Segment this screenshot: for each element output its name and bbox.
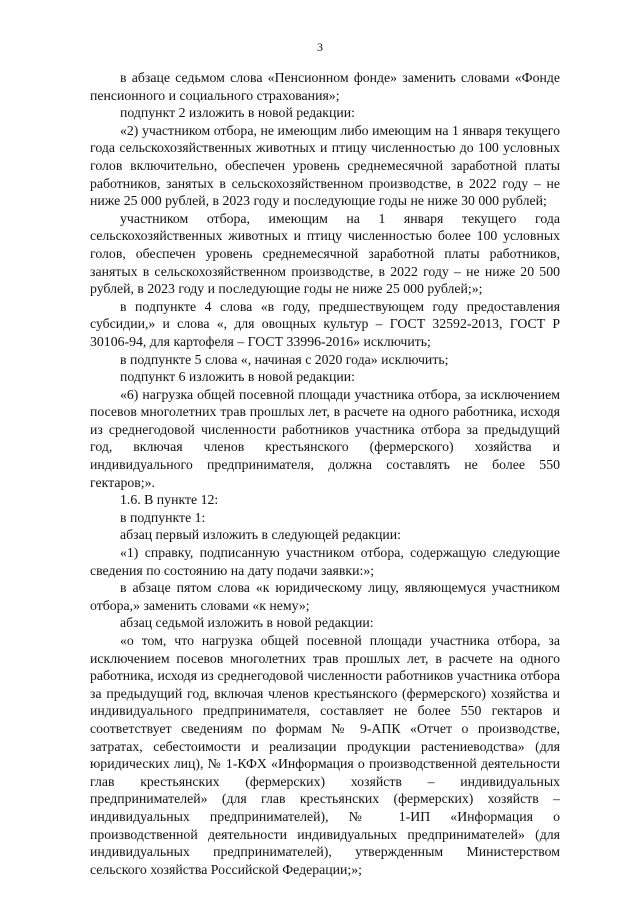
paragraph-7: подпункт 6 изложить в новой редакции: [120,369,355,385]
paragraph-15: «о том, что нагрузка общей посевной площади участника отбора, за исключением посевов многолетних трав прошлых лет, в расчете на одного работника, исходя из среднегодовой численности работников участника отбора за предыдущий год, включая членов крестьянского (фермерского) хозяйства и индивидуального предпринимателя, составляет не более 550 гектаров и соответствует сведениям по формам № 9-АПК «Отчет о производстве, затратах, себестоимости и реализации продукции растениеводства» (для юридических лиц), № 1-КФХ «Информация о производственной деятельности глав крестьянских (фермерских) хозяйств – индивидуальных предпринимателей» (для глав крестьянских (фермерских) хозяйств – индивидуальных предпринимателей), № 1-ИП «Информация о производственной деятельности индивидуальных предпринимателей» (для индивидуальных предпринимателей), утвержденным Министерством сельского хозяйства Российской Федерации;»; [90,633,560,877]
paragraph-1: в абзаце седьмом слова «Пенсионном фонде» заменить словами «Фонде пенсионного и социального страхования»; [90,70,560,103]
paragraph-12: «1) справку, подписанную участником отбора, содержащую следующие сведения по состоянию на дату подачи заявки:»; [90,545,560,578]
paragraph-14: абзац седьмой изложить в новой редакции: [120,615,374,631]
paragraph-11: абзац первый изложить в следующей редакции: [120,527,401,543]
paragraph-4: участником отбора, имеющим на 1 января текущего года сельскохозяйственных животных и птицу численностью более 100 условных голов, обеспечен уровень среднемесячной заработной платы работников, занятых в сельскохозяйственном производстве, в 2022 году – не ниже 20 500 рублей, в 2023 году и последующие годы не ниже 25 000 рублей;»; [90,210,560,297]
paragraph-8: «6) нагрузка общей посевной площади участника отбора, за исключением посевов многолетних трав прошлых лет, в расчете на одного работника, исходя из среднегодовой численности работников участника отбора за предыдущий год, включая членов крестьянского (фермерского) хозяйства и индивидуального предпринимателя, должна составлять не более 550 гектаров;». [90,386,560,490]
paragraph-9: 1.6. В пункте 12: [120,492,219,508]
paragraph-13: в абзаце пятом слова «к юридическому лицу, являющемуся участником отбора,» заменить словами «к нему»; [90,580,560,613]
paragraph-10: в подпункте 1: [120,509,206,525]
document-body [90,69,560,878]
page-number: 3 [317,40,323,54]
paragraph-6: в подпункте 5 слова «, начиная с 2020 года» исключить; [120,351,449,367]
paragraph-3: «2) участником отбора, не имеющим либо имеющим на 1 января текущего года сельскохозяйственных животных и птицу численностью до 100 условных голов включительно, обеспечен уровень среднемесячной заработной платы работников, занятых в сельскохозяйственном производстве, в 2022 году – не ниже 25 000 рублей, в 2023 году и последующие годы не ниже 30 000 рублей; [90,122,560,209]
paragraph-5: в подпункте 4 слова «в году, предшествующем году предоставления субсидии,» и слова «, для овощных культур – ГОСТ 32592-2013, ГОСТ Р 30106-94, для картофеля – ГОСТ 33996-2016» исключить; [90,298,560,349]
paragraph-2: подпункт 2 изложить в новой редакции: [120,105,355,121]
